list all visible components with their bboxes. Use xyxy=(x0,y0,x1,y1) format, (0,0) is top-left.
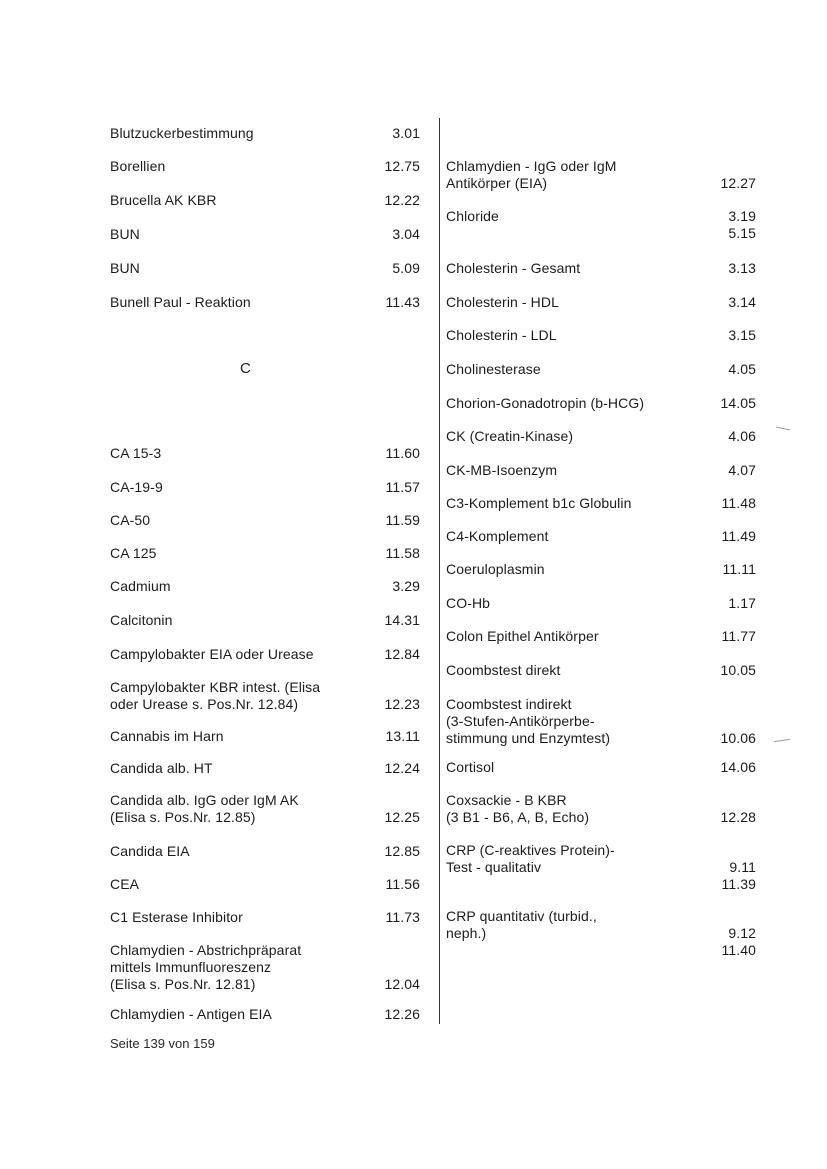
entry-position-number: 11.60 xyxy=(385,445,420,461)
entry-name: Candida alb. HT xyxy=(110,760,213,776)
scan-speck xyxy=(774,739,790,742)
entry-position-number: 11.11 xyxy=(722,561,756,577)
entry-position-number: 3.13 xyxy=(728,260,756,276)
entry-name: Candida EIA xyxy=(110,843,190,859)
entry-name: CK (Creatin-Kinase) xyxy=(446,428,574,444)
entry-position-number: 9.12 11.40 xyxy=(721,925,756,958)
entry-name: Chloride xyxy=(446,208,499,224)
entry-position-number: 12.25 xyxy=(384,809,420,825)
entry-position-number: 10.06 xyxy=(720,730,756,746)
entry-name: Brucella AK KBR xyxy=(110,192,217,208)
entry-name: Cholesterin - HDL xyxy=(446,294,559,310)
entry-name: Cannabis im Harn xyxy=(110,728,224,744)
entry-position-number: 12.23 xyxy=(384,696,420,712)
entry-position-number: 12.75 xyxy=(384,158,420,174)
entry-position-number: 14.31 xyxy=(384,612,420,628)
entry-position-number: 3.29 xyxy=(392,578,420,594)
entry-position-number: 4.07 xyxy=(728,462,756,478)
entry-name: C3-Komplement b1c Globulin xyxy=(446,495,632,511)
entry-position-number: 4.06 xyxy=(728,428,756,444)
entry-position-number: 11.57 xyxy=(385,479,420,495)
entry-name: Coeruloplasmin xyxy=(446,561,545,577)
entry-name: CRP (C-reaktives Protein)- Test - qualitativ xyxy=(446,842,615,875)
entry-name: Cortisol xyxy=(446,759,495,775)
entry-name: Borellien xyxy=(110,158,166,174)
scan-speck xyxy=(776,427,790,431)
entry-position-number: 3.01 xyxy=(392,125,420,141)
entry-position-number: 3.19 5.15 xyxy=(728,208,756,241)
entry-name: Cholesterin - Gesamt xyxy=(446,260,581,276)
entry-name: C1 Esterase Inhibitor xyxy=(110,909,243,925)
entry-name: CEA xyxy=(110,876,140,892)
entry-name: Cholesterin - LDL xyxy=(446,327,557,343)
entry-position-number: 9.11 11.39 xyxy=(721,859,756,892)
entry-name: Cadmium xyxy=(110,578,171,594)
entry-position-number: 11.49 xyxy=(721,528,756,544)
entry-position-number: 3.14 xyxy=(728,294,756,310)
entry-position-number: 1.17 xyxy=(728,595,756,611)
entry-position-number: 13.11 xyxy=(385,728,420,744)
entry-position-number: 11.48 xyxy=(721,495,756,511)
entry-position-number: 12.24 xyxy=(384,760,420,776)
entry-name: BUN xyxy=(110,260,140,276)
entry-name: Blutzuckerbestimmung xyxy=(110,125,254,141)
entry-position-number: 12.04 xyxy=(384,976,420,992)
entry-position-number: 3.15 xyxy=(728,327,756,343)
entry-position-number: 11.59 xyxy=(385,512,420,528)
entry-position-number: 12.27 xyxy=(720,175,756,191)
entry-position-number: 12.26 xyxy=(384,1006,420,1022)
entry-position-number: 3.04 xyxy=(392,226,420,242)
entry-name: Calcitonin xyxy=(110,612,173,628)
column-divider xyxy=(439,118,440,1024)
entry-name: CA 125 xyxy=(110,545,157,561)
entry-position-number: 11.73 xyxy=(385,909,420,925)
entry-name: Coombstest direkt xyxy=(446,662,561,678)
entry-position-number: 11.77 xyxy=(721,628,756,644)
entry-name: BUN xyxy=(110,226,140,242)
entry-name: CK-MB-Isoenzym xyxy=(446,462,558,478)
entry-name: Cholinesterase xyxy=(446,361,541,377)
entry-position-number: 12.85 xyxy=(384,843,420,859)
entry-name: CA-19-9 xyxy=(110,479,163,495)
entry-position-number: 12.22 xyxy=(384,192,420,208)
entry-name: Bunell Paul - Reaktion xyxy=(110,294,251,310)
entry-position-number: 5.09 xyxy=(392,260,420,276)
entry-position-number: 14.06 xyxy=(720,759,756,775)
entry-name: Chlamydien - IgG oder IgM Antikörper (EIA) xyxy=(446,158,617,191)
section-letter: C xyxy=(240,360,251,377)
entry-name: Chlamydien - Abstrichpräparat mittels Immunfluoreszenz (Elisa s. Pos.Nr. 12.81) xyxy=(110,942,302,992)
entry-name: Chorion-Gonadotropin (b-HCG) xyxy=(446,395,645,411)
entry-name: Chlamydien - Antigen EIA xyxy=(110,1006,272,1022)
entry-name: CRP quantitativ (turbid., neph.) xyxy=(446,908,597,941)
entry-name: Coombstest indirekt (3-Stufen-Antikörperbe- stimmung und Enzymtest) xyxy=(446,696,611,746)
entry-position-number: 10.05 xyxy=(720,662,756,678)
entry-position-number: 11.43 xyxy=(385,294,420,310)
entry-name: CA 15-3 xyxy=(110,445,162,461)
entry-position-number: 12.28 xyxy=(720,809,756,825)
entry-position-number: 12.84 xyxy=(384,646,420,662)
entry-position-number: 11.56 xyxy=(385,876,420,892)
entry-name: CA-50 xyxy=(110,512,151,528)
entry-name: Campylobakter EIA oder Urease xyxy=(110,646,314,662)
entry-position-number: 11.58 xyxy=(385,545,420,561)
entry-name: C4-Komplement xyxy=(446,528,549,544)
entry-name: Campylobakter KBR intest. (Elisa oder Urease s. Pos.Nr. 12.84) xyxy=(110,679,321,712)
entry-name: CO-Hb xyxy=(446,595,491,611)
entry-position-number: 14.05 xyxy=(720,395,756,411)
entry-position-number: 4.05 xyxy=(728,361,756,377)
entry-name: Candida alb. IgG oder IgM AK (Elisa s. Pos.Nr. 12.85) xyxy=(110,792,299,825)
page-footer: Seite 139 von 159 xyxy=(110,1036,215,1051)
entry-name: Colon Epithel Antikörper xyxy=(446,628,599,644)
entry-name: Coxsackie - B KBR (3 B1 - B6, A, B, Echo) xyxy=(446,792,590,825)
